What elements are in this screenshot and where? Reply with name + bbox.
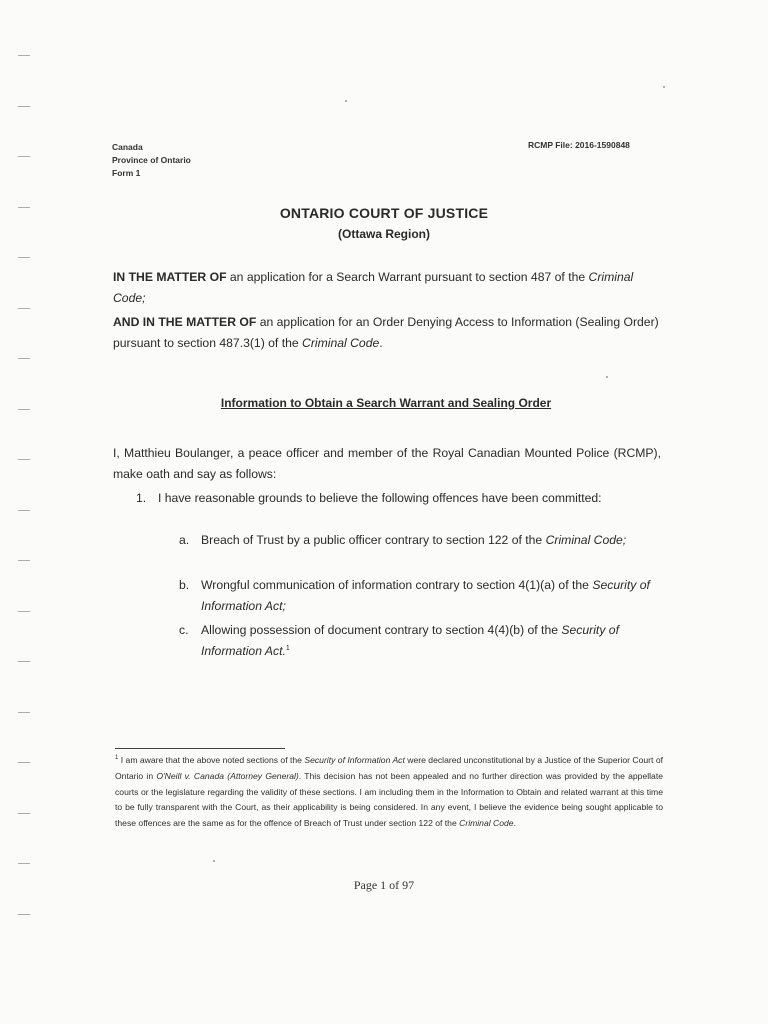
matter-tail: . [379,336,383,350]
footnote-italic: Criminal Code [459,818,514,829]
footnote-text: . This decision has not been appealed and no further direction was provided by the appellate courts or the legislature regarding the validity of these sections. I am including them in the Information to Obtain and related warrant at this time to be fully transparent with the Court, as their applicability is being considered. In any event, I believe the evidence being sought applicable to these offences are the same as for the offence of Breach of Trust under section 122 of the [115,770,663,829]
sub-list-item-c [179,620,659,662]
scan-speck [606,376,608,378]
sub-list-text: Breach of Trust by a public officer contrary to section 122 of the [201,533,546,547]
sub-list-item-a [179,530,659,551]
list-item-number: 1. [136,491,147,505]
intro-paragraph: I, Matthieu Boulanger, a peace officer and member of the Royal Canadian Mounted Police (RCMP), make oath and say as follows: [113,446,661,481]
footnote [115,753,663,832]
section-heading: Information to Obtain a Search Warrant and Sealing Order [220,396,552,410]
court-title: ONTARIO COURT OF JUSTICE [279,205,489,221]
matter-italic: Criminal Code; [113,270,634,305]
sub-list-italic: Criminal Code; [545,533,627,547]
footnote-text: . [513,818,516,829]
scan-speck [213,860,215,862]
sub-list-italic: Security of Information Act. [201,623,619,658]
list-item [136,488,661,509]
footnote-text: I am aware that the above noted sections of the [118,755,305,765]
scan-speck [345,100,347,102]
sub-list-item-b [179,575,659,617]
footnote-reference[interactable]: 1 [285,644,290,652]
form-number: Form 1 [112,168,141,178]
page-number: Page 1 of 97 [353,878,415,892]
matter-text: an application for an Order Denying Access to Information (Sealing Order) pursuant to section 487.3(1) of the [113,315,659,350]
sub-list-letter: b. [179,578,190,592]
jurisdiction-province: Province of Ontario [112,155,191,165]
footnote-text: were declared unconstitutional by a Justice of the Superior Court of Ontario in [115,755,663,781]
sub-list-text: Allowing possession of document contrary to section 4(4)(b) of the [201,623,562,637]
list-item-text: I have reasonable grounds to believe the following offences have been committed: [158,491,602,505]
sub-list-letter: c. [179,623,189,637]
matter-text: an application for a Search Warrant pursuant to section 487 of the [226,270,589,284]
jurisdiction-block [112,141,191,180]
court-region: (Ottawa Region) [338,227,430,241]
margin-scan-marks [18,55,38,964]
footnote-marker: 1 [115,755,119,762]
matter-lead: AND IN THE MATTER OF [113,315,257,329]
footnote-divider [115,748,285,749]
matter-paragraph-2 [113,312,663,354]
matter-lead: IN THE MATTER OF [113,270,227,284]
scan-speck [663,86,665,88]
matter-paragraph-1 [113,267,663,309]
sub-list-italic: Security of Information Act; [201,578,650,613]
sub-list-text: Wrongful communication of information contrary to section 4(1)(a) of the [201,578,593,592]
sub-list-letter: a. [179,533,190,547]
file-number: RCMP File: 2016-1590848 [528,140,630,150]
matter-italic: Criminal Code [302,336,380,350]
jurisdiction-country: Canada [112,142,143,152]
footnote-italic: Security of Information Act [304,755,405,765]
footnote-italic: O'Neill v. Canada (Attorney General) [156,770,299,781]
